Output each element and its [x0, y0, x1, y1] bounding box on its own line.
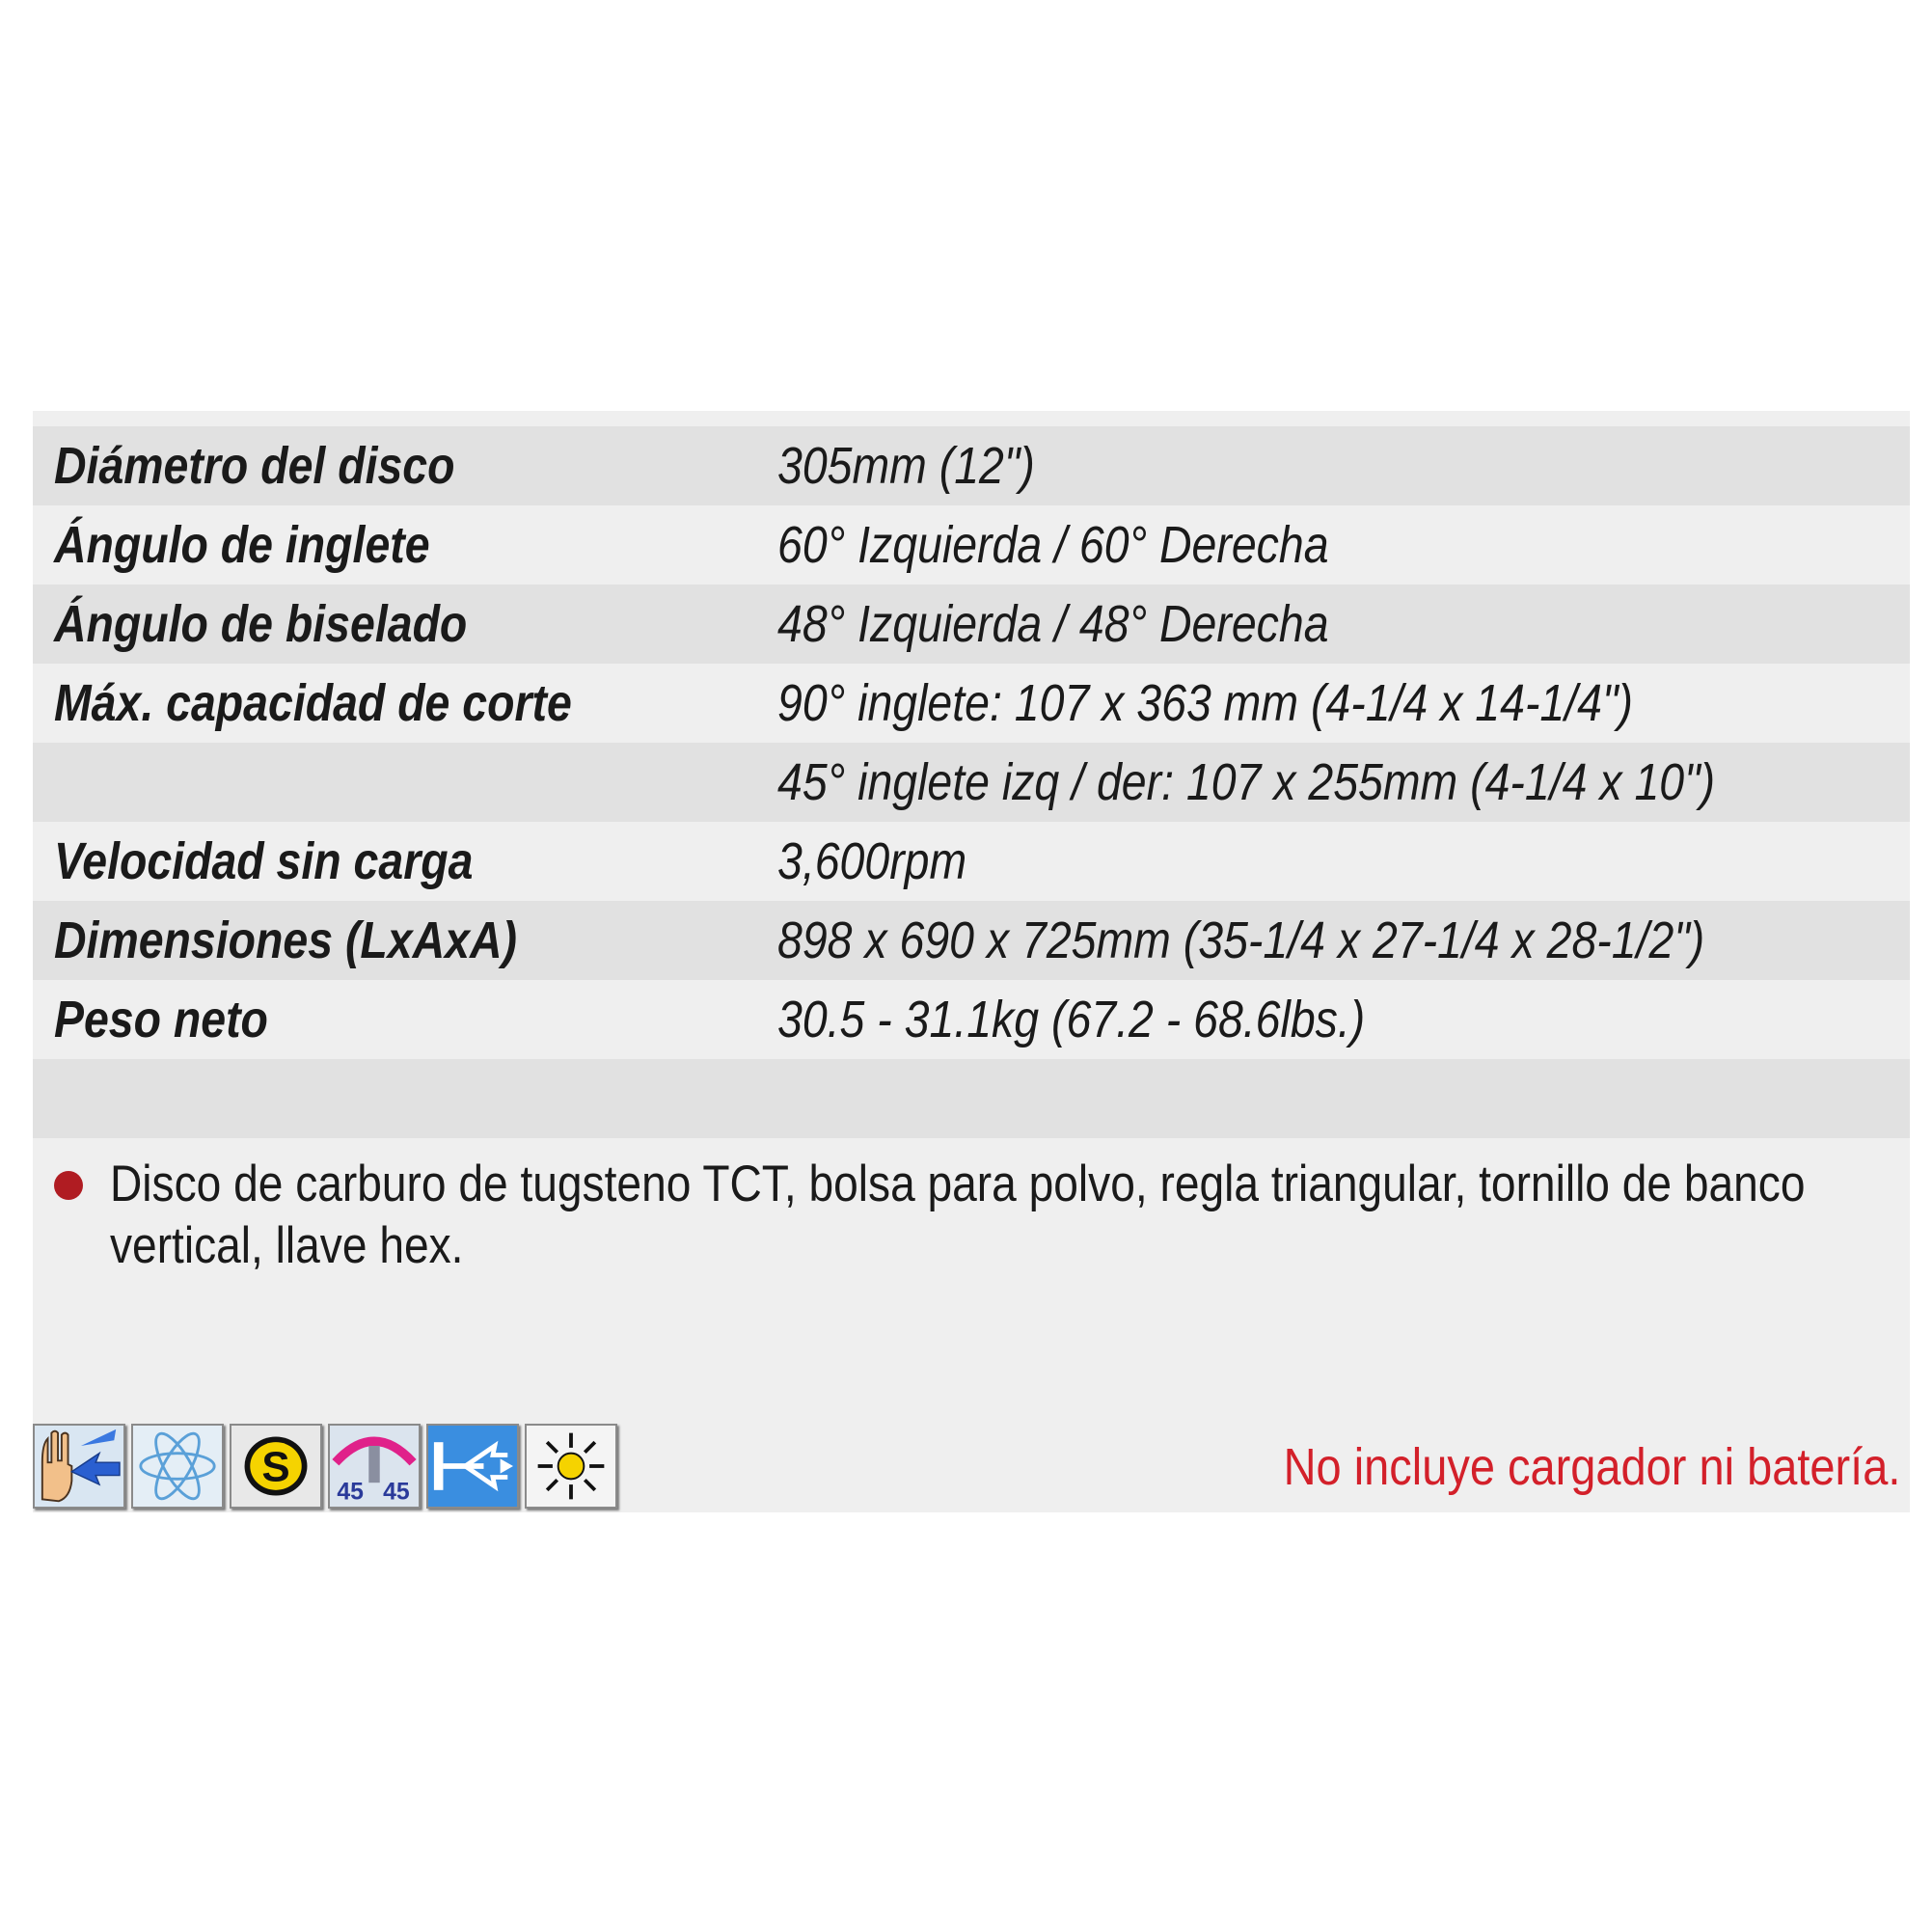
hand-arrow-icon — [33, 1424, 125, 1509]
spec-value: 30.5 - 31.1kg (67.2 - 68.6lbs.) — [777, 991, 1366, 1048]
spec-row — [33, 822, 1910, 901]
spec-label: Velocidad sin carga — [54, 832, 474, 890]
spec-row — [33, 1059, 1910, 1138]
spec-row — [33, 585, 1910, 664]
spec-value: 898 x 690 x 725mm (35-1/4 x 27-1/4 x 28-1/2") — [777, 912, 1705, 969]
spec-value: 90° inglete: 107 x 363 mm (4-1/4 x 14-1/4") — [777, 674, 1633, 732]
spec-label: Dimensiones (LxAxA) — [54, 912, 517, 969]
spec-value: 305mm (12") — [777, 437, 1035, 495]
accessories-text: Disco de carburo de tugsteno TCT, bolsa para polvo, regla triangular, tornillo de banco vertical, llave hex. — [110, 1156, 1806, 1274]
spec-label: Máx. capacidad de corte — [54, 674, 572, 732]
spec-value: 3,600rpm — [777, 832, 967, 890]
spec-row — [33, 505, 1910, 585]
spec-value: 45° inglete izq / der: 107 x 255mm (4-1/4 x 10") — [777, 753, 1716, 811]
footer-note: No incluye cargador ni batería. — [1283, 1438, 1900, 1496]
light-icon — [525, 1424, 617, 1509]
dual-arrow-icon — [426, 1424, 519, 1509]
spec-row — [33, 901, 1910, 980]
spec-label: Ángulo de biselado — [54, 595, 468, 653]
bevel-45-icon — [328, 1424, 421, 1509]
feature-icon-strip — [33, 1424, 623, 1512]
bullet-dot-icon — [54, 1171, 83, 1200]
atom-icon — [131, 1424, 224, 1509]
bevel-right-label: 45 — [383, 1479, 410, 1506]
bevel-left-label: 45 — [337, 1479, 364, 1506]
spec-row — [33, 743, 1910, 822]
spec-table — [33, 426, 1910, 1138]
s-badge-icon — [230, 1424, 322, 1509]
spec-value: 48° Izquierda / 48° Derecha — [777, 595, 1329, 653]
accessories-list — [54, 1154, 1887, 1277]
spec-row — [33, 426, 1910, 505]
spec-row — [33, 980, 1910, 1059]
spec-label: Peso neto — [54, 991, 268, 1048]
spec-label: Ángulo de inglete — [54, 516, 430, 574]
spec-panel — [33, 411, 1910, 1512]
s-badge-letter: S — [261, 1443, 290, 1491]
spec-value: 60° Izquierda / 60° Derecha — [777, 516, 1329, 574]
spec-label: Diámetro del disco — [54, 437, 455, 495]
spec-row — [33, 664, 1910, 743]
list-item — [54, 1154, 1887, 1277]
